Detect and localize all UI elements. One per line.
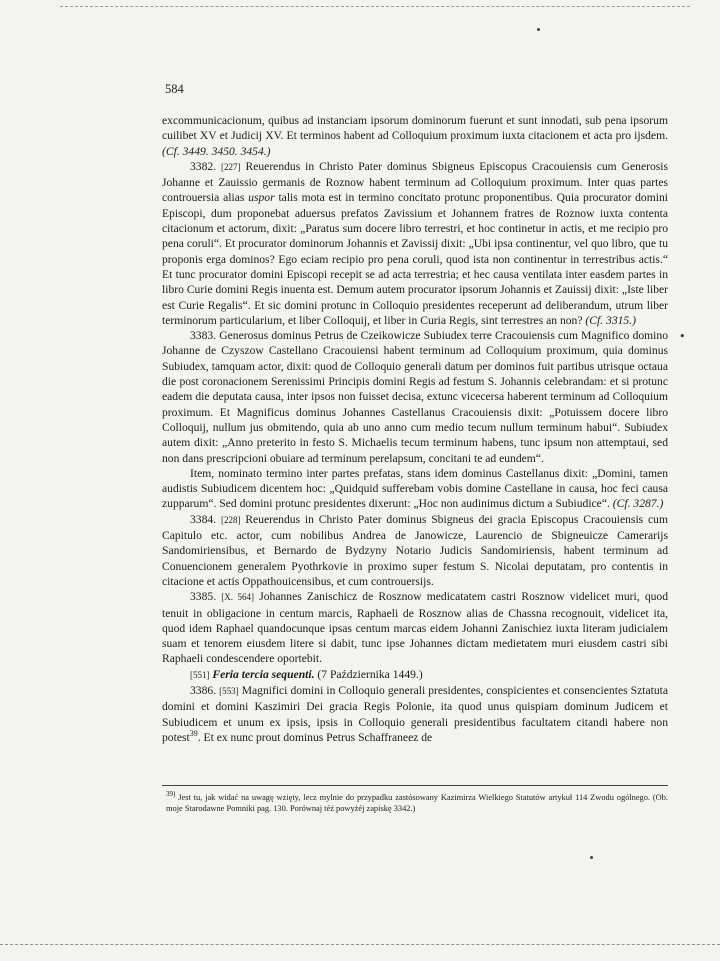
footnote-marker: 39) (166, 790, 176, 798)
footnote-divider (162, 785, 668, 786)
heading-marker: [551] (190, 669, 210, 680)
entry-number: 3382. (190, 159, 217, 173)
entry-marker: [227] (221, 161, 241, 172)
entry-number: 3384. (190, 512, 217, 526)
paragraph-text-after: talis mota est in termino concitato protunc proponentibus. Quia procurator domini Episcopi, dum proponebat aduersus prefatos Zavissium et Johannem fratres de Roznow iuxta contenta citacionum et actorum, dixit: „Paratus sum docere libro terrestri, et hoc continetur in actis, et me recipio pro pena coruli“. Et procurator dominorum Johannis et Zavissij dixit: „Ubi ipsa continentur, vel quo libro, que tu proponis erga dominos? Ego eciam recipio pro pena coruli, quod ista non continentur in terrestribus actis.“ Et tunc procurator domini Episcopi recepit se ad acta terrestria; et hec causa ventilata inter easdem partes in libro Curie domini Regis inuenta est. Demum autem procurator ipsorum Johannis et Zauissij dixit: „Iste liber est Curie Regalis“. Et sic domini protunc in Colloquio presidentes receperunt ad deliberandum, utrum liber terminorum particularium, et liber Colloquij, et liber in Curia Regis, sint terrestres an non? (162, 191, 668, 327)
paragraph-text: Magnifici domini in Colloquio generali presidentes, conspicientes et consencientes Sztatuta domini et domini Kaszimiri Dei gracia Regis Polonie, ita quod unus quispiam dominum Judicem et Subiudicem et unum ex ipsis, ipsis in Colloquio generali presidentibus facultatem citandi habere non potest (162, 683, 668, 744)
scan-edge-top (60, 6, 690, 7)
scan-edge-bottom (0, 944, 720, 945)
cross-reference: (Cf. 3449. 3450. 3454.) (162, 144, 271, 158)
paragraph-text: Reuerendus in Christo Pater dominus Sbigneus dei gracia Episcopus Cracouiensis cum Capitulo etc. actor, cum nobilibus Andrea de Janowicze, Laurencio de Sbigneuicze Camerarijs Sandomiriensibus, et Bernardo de Bydzyny Notario Judicis Sandomiriensis, habent terminum ad Conuencionem generalem Pyothrkovie in proximo super festum S. Nicolai deputatam, pro contentis in citacione et actis Oppathouicensibus, et cum controuersijs. (162, 512, 668, 588)
heading-title: Feria tercia sequenti. (212, 667, 315, 681)
margin-mark: • (679, 330, 686, 343)
entry-3384 (162, 512, 668, 589)
entry-number: 3386. (190, 683, 217, 697)
main-text (162, 113, 668, 745)
section-heading (162, 667, 668, 683)
entry-3382 (162, 159, 668, 328)
footnote-text: Jest tu, jak widać na uwagę wzięty, lecz mylnie do przypadku zastósowany Kazimirza Wielkiego Statutów artykuł 114 Zwodu ogólnego. (Ob. moje Starodawne Pomniki pag. 130. Porównaj téż powyżéj zapiskę 3342.) (166, 792, 669, 814)
entry-marker: [228] (220, 514, 241, 525)
italic-word: uspor (248, 191, 275, 205)
scan-speck (537, 28, 540, 31)
paragraph-text: Generosus dominus Petrus de Czeikowicze Subiudex terre Cracouiensis cum Magnifico domino Johanne de Czyszow Castellano Cracouiensi habent terminum ad Colloquium proximum, quia dominus Subiudex, tamquam actor, dixit: quod de Colloquio generali datum per dominos fuit partibus utrisque octaua die post coronacionem Serenissimi Principis domini Regis ad festum S. Johannis celebrandam: et si protunc eadem die deputata causa, inter ipsos non fuisset decisa, extunc vicecersa haberent terminum ad Colloquium proximum. Et Magnificus dominus Johannes Castellanus Cracouiensis dixit: „Potuissem docere libro Colloquij, nullum jus obmitendo, quia ab uno anno cum medio tecum nullum terminum habui“. Subiudex autem dixit: „Anno preterito in festo S. Michaelis tecum terminum habens, tunc ipsum non attemptaui, sed non dans prescripcioni obuiare ad terminum perelapsum, concitani te ad eundem“. (162, 329, 668, 465)
paragraph-text: excommunicacionum, quibus ad instanciam ipsorum dominorum fuerunt et sunt innodati, sub pena ipsorum cuilibet XV et Judicij XV. Et terminos habent ad Colloquium proximum iuxta citacionem et acta pro ijsdem. (162, 114, 668, 143)
entry-3383 (162, 328, 668, 466)
entry-3383-item (162, 466, 668, 512)
footnote-reference: 39 (189, 729, 198, 739)
paragraph-continuation (162, 113, 668, 159)
entry-marker: [553] (219, 685, 239, 696)
entry-number: 3383. (190, 329, 217, 343)
cross-reference: (Cf. 3287.) (612, 497, 664, 511)
entry-3385 (162, 589, 668, 666)
footnotes (166, 789, 668, 815)
paragraph-text: Item, nominato termino inter partes prefatas, stans idem dominus Castellanus dixit: „Domini, tamen audistis Subiudicem dicentem hoc: „Quidquid sufferebam vobis domine Castellane in causa, hoc feci causa zupparum“. Sed domini protunc presidentes dixerunt: „Hoc non audinimus dictum a Subiudice“. (162, 466, 668, 511)
heading-date: (7 Października 1449.) (317, 667, 423, 681)
entry-number: 3385. (190, 590, 217, 604)
scan-speck (590, 856, 593, 859)
page-number: 584 (165, 82, 184, 96)
paragraph-text: Johannes Zanischicz de Rosznow medicatatem castri Rosznow videlicet muri, quod tenuit in obligacione in centum marcis, Raphaeli de Rosznow alias de Chassna recognouit, videlicet ita, quod idem Raphael quandocunque ipsas centum marcas eidem Johanni Zanischiez iuxta literam judicialem suam et tenorem eiusdem litere si dabit, tunc ipse Johannes dictam medietatem muri eiusdem castri sibi Raphaeli condescendere oportebit. (162, 590, 669, 666)
entry-marker: [X. 564] (221, 592, 255, 603)
cross-reference: (Cf. 3315.) (585, 313, 636, 327)
entry-3386 (162, 683, 668, 745)
paragraph-text-after: . Et ex nunc prout dominus Petrus Schaffraneez de (197, 730, 433, 744)
paragraph-text: Reuerendus in Christo Pater dominus Sbigneus Episcopus Cracouiensis cum Generosis Johanne et Zauissio germanis de Roznow habent terminum ad Colloquium proximum. Inter quas partes controuersia alias (162, 159, 669, 205)
footnote (166, 789, 668, 815)
